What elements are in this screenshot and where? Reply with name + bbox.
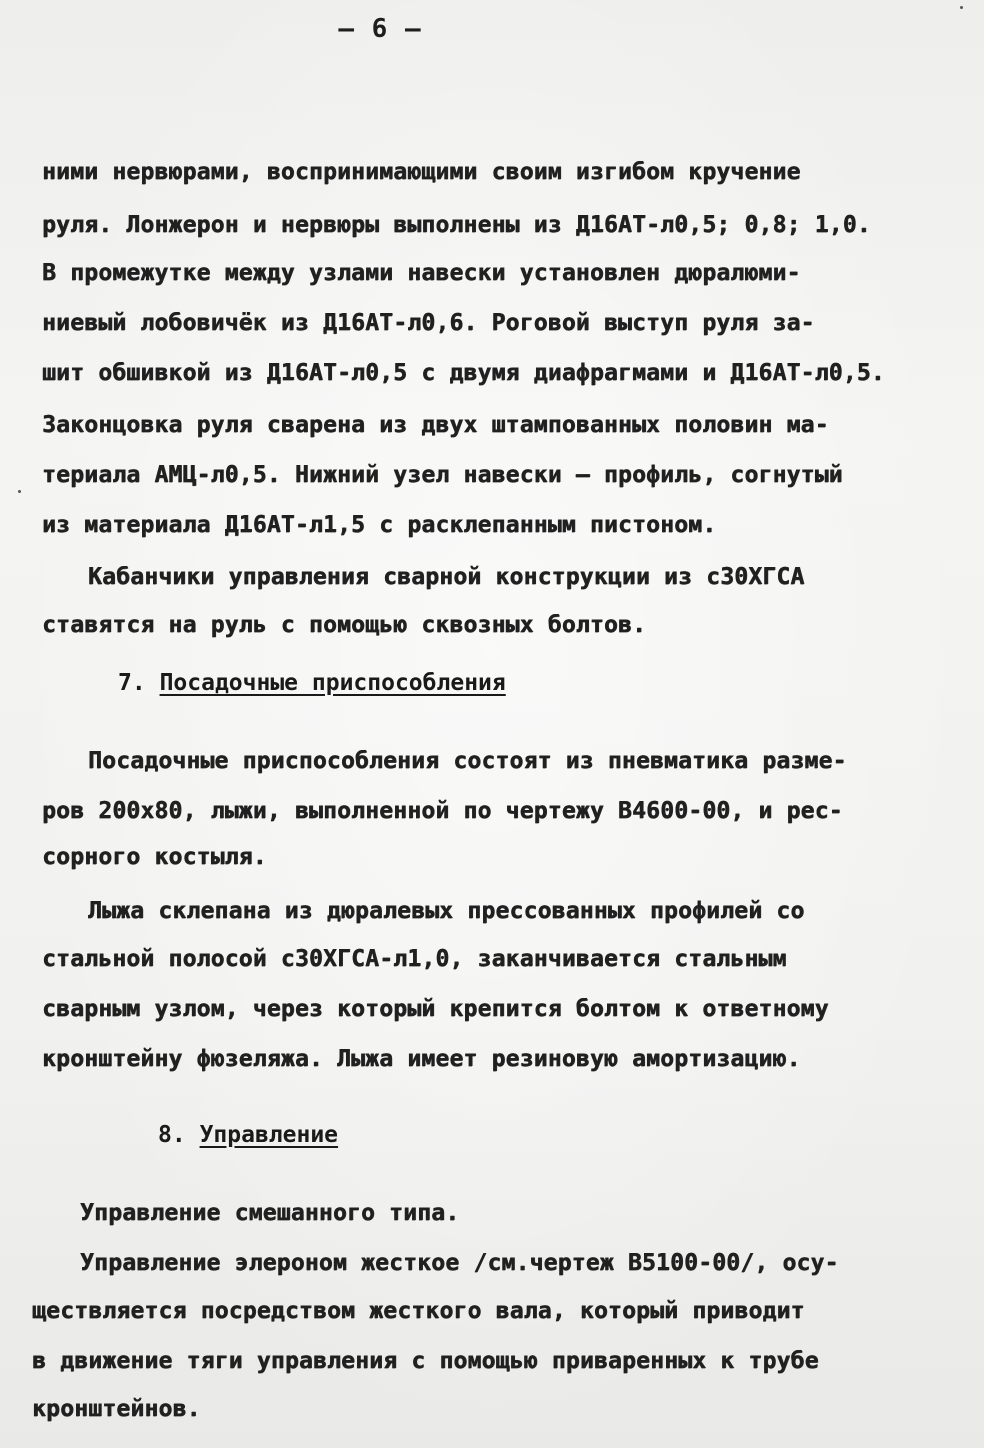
scan-speck (18, 490, 21, 493)
text-line: сорного костыля. (42, 844, 267, 870)
text-line: в движение тяги управления с помощью приваренных к трубе (32, 1348, 819, 1374)
text-line: ними нервюрами, воспринимающими своим изгибом кручение (42, 159, 801, 185)
scan-speck (960, 6, 963, 9)
text-line: из материала Д16АТ-л1,5 с расклепанным пистоном. (42, 512, 717, 538)
section-title: Управление (199, 1122, 339, 1148)
text-line: кронштейну фюзеляжа. Лыжа имеет резиновую амортизацию. (42, 1046, 801, 1072)
section-heading-7 (118, 668, 506, 698)
text-line: ров 200х80, лыжи, выполненной по чертежу В4600-00, и рес- (42, 798, 843, 824)
text-line: Законцовка руля сварена из двух штампованных половин ма- (42, 412, 829, 438)
page-number: – 6 – (338, 14, 422, 44)
section-number: 8. (158, 1122, 186, 1148)
text-line: шит обшивкой из Д16АТ-л0,5 с двумя диафрагмами и Д16АТ-л0,5. (42, 360, 885, 386)
text-line: ниевый лобовичёк из Д16АТ-л0,6. Роговой выступ руля за- (42, 310, 815, 336)
text-line: Кабанчики управления сварной конструкции из с30ХГСА (88, 564, 805, 590)
text-line: териала АМЦ-л0,5. Нижний узел навески – профиль, согнутый (42, 462, 843, 488)
text-line: Лыжа склепана из дюралевых прессованных профилей со (88, 898, 805, 924)
text-line: стальной полосой с30ХГСА-л1,0, заканчивается стальным (42, 946, 787, 972)
section-heading-8 (158, 1120, 338, 1150)
text-line: сварным узлом, через который крепится болтом к ответному (42, 996, 829, 1022)
section-number: 7. (118, 670, 146, 696)
text-line: Управление смешанного типа. (80, 1200, 460, 1226)
text-line: кронштейнов. (32, 1396, 201, 1422)
text-line: Управление элероном жесткое /см.чертеж В5100-00/, осу- (80, 1250, 839, 1276)
text-line: В промежутке между узлами навески установлен дюралюми- (42, 260, 801, 286)
text-line: ществляется посредством жесткого вала, который приводит (32, 1298, 805, 1324)
text-line: ставятся на руль с помощью сквозных болтов. (42, 612, 647, 638)
section-title: Посадочные приспособления (159, 670, 506, 696)
text-line: Посадочные приспособления состоят из пневматика разме- (88, 748, 847, 774)
text-line: руля. Лонжерон и нервюры выполнены из Д16АТ-л0,5; 0,8; 1,0. (42, 212, 871, 238)
